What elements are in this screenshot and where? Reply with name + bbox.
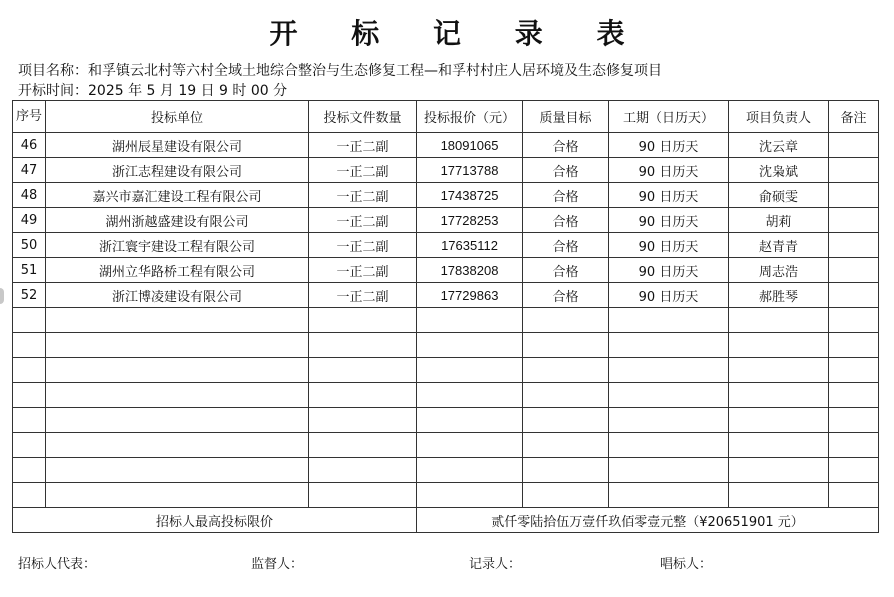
blank-cell [729,383,829,408]
header-company: 投标单位 [46,101,309,133]
cell-quality: 合格 [523,158,609,183]
cell-remark [829,258,879,283]
cell-period: 90 日历天 [609,283,729,308]
page-title: 开 标 记 录 表 [269,17,647,50]
project-name-label: 项目名称： [18,63,88,79]
cell-period: 90 日历天 [609,208,729,233]
blank-cell [523,358,609,383]
cell-period: 90 日历天 [609,183,729,208]
cell-manager: 胡莉 [729,208,829,233]
blank-cell [13,483,46,508]
open-time-label: 开标时间： [18,83,88,99]
header-seq: 序号 [13,101,46,133]
supervisor-label: 监督人： [251,557,304,572]
blank-cell [309,308,417,333]
cell-company: 湖州立华路桥工程有限公司 [46,258,309,283]
cell-manager: 沈云章 [729,133,829,158]
blank-cell [609,458,729,483]
cell-seq: 49 [13,208,46,233]
cell-price: 17438725 [417,183,523,208]
blank-cell [729,308,829,333]
cell-quality: 合格 [523,208,609,233]
blank-cell [417,433,523,458]
cell-period: 90 日历天 [609,233,729,258]
cell-price: 17713788 [417,158,523,183]
blank-cell [417,333,523,358]
blank-cell [309,408,417,433]
blank-cell [309,483,417,508]
cell-quality: 合格 [523,133,609,158]
blank-cell [729,483,829,508]
cell-period: 90 日历天 [609,258,729,283]
blank-cell [523,333,609,358]
blank-cell [609,408,729,433]
cell-price: 17729863 [417,283,523,308]
cell-manager: 郝胜琴 [729,283,829,308]
blank-cell [46,308,309,333]
cell-price: 17728253 [417,208,523,233]
header-period: 工期（日历天） [609,101,729,133]
table-header-row [13,101,879,133]
cell-seq: 46 [13,133,46,158]
blank-cell [309,433,417,458]
table-body [13,133,879,508]
blank-cell [523,408,609,433]
cell-company: 嘉兴市嘉汇建设工程有限公司 [46,183,309,208]
blank-cell [13,308,46,333]
cell-company: 湖州浙越盛建设有限公司 [46,208,309,233]
cell-docs: 一正二副 [309,283,417,308]
cell-quality: 合格 [523,283,609,308]
cell-remark [829,283,879,308]
header-remark: 备注 [829,101,879,133]
cell-docs: 一正二副 [309,208,417,233]
cell-docs: 一正二副 [309,133,417,158]
blank-cell [729,358,829,383]
blank-row [13,458,879,483]
table-row [13,183,879,208]
cell-remark [829,133,879,158]
blank-cell [309,333,417,358]
cell-price: 17635112 [417,233,523,258]
blank-cell [729,458,829,483]
cell-company: 浙江志程建设有限公司 [46,158,309,183]
blank-cell [13,458,46,483]
cell-remark [829,233,879,258]
blank-row [13,433,879,458]
blank-cell [523,458,609,483]
cell-seq: 48 [13,183,46,208]
page-edge-mark [0,288,4,304]
bid-record-table [12,100,879,533]
header-price: 投标报价（元） [417,101,523,133]
blank-cell [829,483,879,508]
cell-seq: 47 [13,158,46,183]
blank-cell [829,358,879,383]
table-row [13,158,879,183]
cell-manager: 赵青青 [729,233,829,258]
blank-cell [13,358,46,383]
header-manager: 项目负责人 [729,101,829,133]
cell-company: 湖州辰星建设有限公司 [46,133,309,158]
blank-cell [13,433,46,458]
tenderer-rep-label: 招标人代表： [18,557,97,572]
blank-cell [829,408,879,433]
cell-remark [829,183,879,208]
cell-seq: 52 [13,283,46,308]
blank-cell [417,358,523,383]
blank-cell [609,383,729,408]
cell-manager: 沈枭斌 [729,158,829,183]
blank-cell [46,383,309,408]
blank-cell [829,383,879,408]
cell-docs: 一正二副 [309,158,417,183]
announcer-label: 唱标人： [660,557,713,572]
blank-cell [46,333,309,358]
header-docs: 投标文件数量 [309,101,417,133]
blank-cell [417,483,523,508]
blank-cell [829,458,879,483]
blank-cell [13,408,46,433]
blank-cell [609,333,729,358]
cell-docs: 一正二副 [309,258,417,283]
blank-cell [523,383,609,408]
blank-cell [729,433,829,458]
blank-cell [609,308,729,333]
blank-cell [829,333,879,358]
blank-row [13,358,879,383]
blank-cell [609,358,729,383]
cell-price: 17838208 [417,258,523,283]
blank-row [13,308,879,333]
blank-cell [309,383,417,408]
blank-cell [417,408,523,433]
blank-cell [46,408,309,433]
blank-cell [829,433,879,458]
cell-manager: 周志浩 [729,258,829,283]
open-time-value: 2025 年 5 月 19 日 9 时 00 分 [88,83,288,99]
blank-cell [609,483,729,508]
blank-cell [417,383,523,408]
blank-row [13,383,879,408]
blank-cell [46,433,309,458]
blank-cell [46,358,309,383]
blank-row [13,408,879,433]
cell-remark [829,158,879,183]
open-time-line [18,80,287,100]
blank-cell [46,458,309,483]
cell-quality: 合格 [523,233,609,258]
cell-company: 浙江寰宇建设工程有限公司 [46,233,309,258]
cell-period: 90 日历天 [609,158,729,183]
blank-cell [13,383,46,408]
blank-cell [309,358,417,383]
recorder-label: 记录人： [469,557,522,572]
header-quality: 质量目标 [523,101,609,133]
cell-company: 浙江博凌建设有限公司 [46,283,309,308]
blank-cell [309,458,417,483]
blank-row [13,333,879,358]
table-row [13,208,879,233]
blank-cell [729,408,829,433]
blank-cell [523,433,609,458]
cell-seq: 50 [13,233,46,258]
ceiling-price-label: 招标人最高投标限价 [13,508,417,533]
cell-quality: 合格 [523,183,609,208]
table-row [13,258,879,283]
blank-cell [609,433,729,458]
blank-cell [829,308,879,333]
ceiling-price-row [13,508,879,533]
blank-cell [417,308,523,333]
cell-quality: 合格 [523,258,609,283]
blank-cell [46,483,309,508]
cell-manager: 俞硕雯 [729,183,829,208]
blank-cell [729,333,829,358]
cell-remark [829,208,879,233]
cell-docs: 一正二副 [309,233,417,258]
cell-price: 18091065 [417,133,523,158]
cell-seq: 51 [13,258,46,283]
project-name-value: 和孚镇云北村等六村全域土地综合整治与生态修复工程—和孚村村庄人居环境及生态修复项目 [88,63,662,79]
blank-cell [13,333,46,358]
table-row [13,133,879,158]
table-row [13,233,879,258]
blank-row [13,483,879,508]
blank-cell [523,483,609,508]
ceiling-price-value: 贰仟零陆拾伍万壹仟玖佰零壹元整（¥20651901 元） [417,508,879,533]
cell-docs: 一正二副 [309,183,417,208]
blank-cell [523,308,609,333]
table-row [13,283,879,308]
cell-period: 90 日历天 [609,133,729,158]
project-name-line [18,60,662,80]
blank-cell [417,458,523,483]
